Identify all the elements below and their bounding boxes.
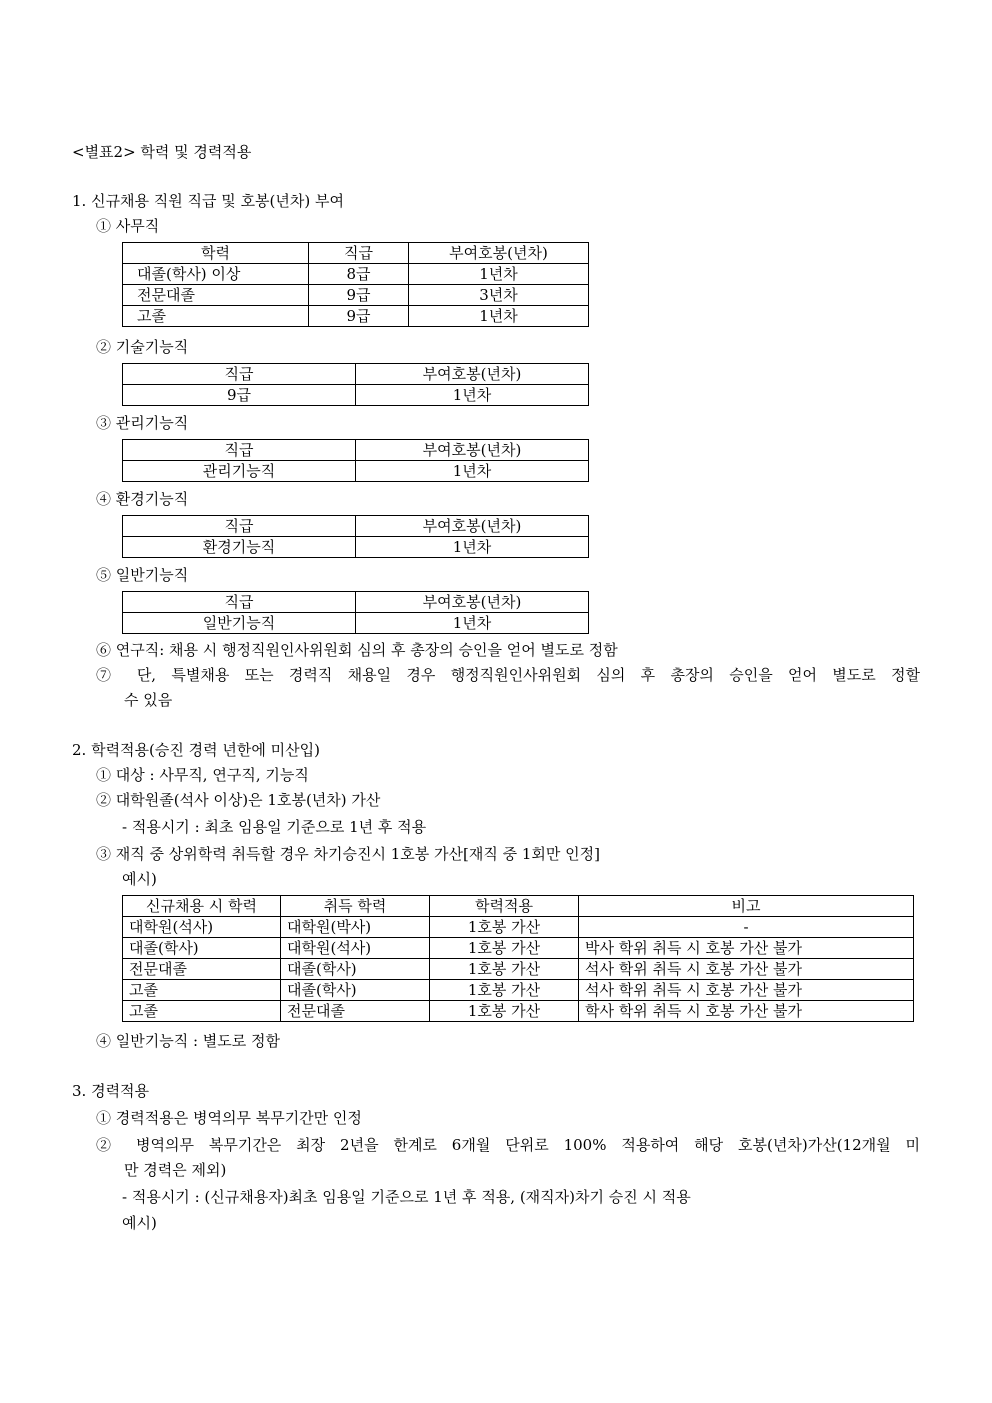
table-row xyxy=(123,1001,914,1022)
special-hire-note: ⑦ 단, 특별채용 또는 경력직 채용일 경우 행정직원인사위원회 심의 후 총장의 승인을 얻어 별도로 정할 xyxy=(96,666,920,684)
table-header-cell: 직급 xyxy=(123,440,356,461)
table-cell: 대졸(학사) xyxy=(281,959,430,980)
table-cell: 9급 xyxy=(309,285,409,306)
tech-job-table xyxy=(122,363,589,406)
table-header-cell: 신규채용 시 학력 xyxy=(123,896,281,917)
table-cell: 대졸(학사) xyxy=(281,980,430,1001)
mgmt-job-table xyxy=(122,439,589,482)
table-cell: 1년차 xyxy=(356,461,589,482)
table-row xyxy=(123,917,914,938)
mgmt-job-label: ③ 관리기능직 xyxy=(96,414,189,432)
table-cell: 고졸 xyxy=(123,306,309,327)
table-cell: 9급 xyxy=(123,385,356,406)
table-row xyxy=(123,980,914,1001)
general-job-label: ⑤ 일반기능직 xyxy=(96,566,189,584)
example-label: 예시) xyxy=(122,870,157,888)
table-header-row xyxy=(123,243,589,264)
in-service-degree-rule: ③ 재직 중 상위학력 취득할 경우 차기승진시 1호봉 가산[재직 중 1회만 인정] xyxy=(96,845,600,863)
table-cell: 1년차 xyxy=(409,306,589,327)
table-cell: 1호봉 가산 xyxy=(430,980,579,1001)
document-title: <별표2> 학력 및 경력적용 xyxy=(72,143,252,161)
office-job-table xyxy=(122,242,589,327)
table-cell: 9급 xyxy=(309,306,409,327)
table-header-cell: 직급 xyxy=(309,243,409,264)
table-cell: 전문대졸 xyxy=(123,959,281,980)
table-row xyxy=(123,285,589,306)
special-hire-note-cont: 수 있음 xyxy=(124,691,173,709)
table-cell: 1호봉 가산 xyxy=(430,959,579,980)
table-row xyxy=(123,385,589,406)
table-header-cell: 취득 학력 xyxy=(281,896,430,917)
table-cell: 대학원(석사) xyxy=(123,917,281,938)
table-row xyxy=(123,306,589,327)
military-service-rule-cont: 만 경력은 제외) xyxy=(124,1161,227,1179)
table-header-cell: 부여호봉(년차) xyxy=(409,243,589,264)
table-cell: 박사 학위 취득 시 호봉 가산 불가 xyxy=(579,938,914,959)
table-header-row xyxy=(123,896,914,917)
table-cell: 고졸 xyxy=(123,980,281,1001)
tech-job-label: ② 기술기능직 xyxy=(96,338,189,356)
military-service-rule: ② 병역의무 복무기간은 최장 2년을 한계로 6개월 단위로 100% 적용하여 해당 호봉(년차)가산(12개월 미 xyxy=(96,1136,920,1154)
table-header-cell: 직급 xyxy=(123,364,356,385)
table-cell: 1호봉 가산 xyxy=(430,938,579,959)
table-header-cell: 부여호봉(년차) xyxy=(356,440,589,461)
env-job-table xyxy=(122,515,589,558)
table-row xyxy=(123,264,589,285)
table-cell: 대졸(학사) xyxy=(123,938,281,959)
table-header-cell: 학력적용 xyxy=(430,896,579,917)
env-job-label: ④ 환경기능직 xyxy=(96,490,189,508)
table-header-cell: 학력 xyxy=(123,243,309,264)
table-cell: 1호봉 가산 xyxy=(430,917,579,938)
career-recognition: ① 경력적용은 병역의무 복무기간만 인정 xyxy=(96,1109,362,1127)
graduate-bonus-timing: - 적용시기 : 최초 임용일 기준으로 1년 후 적용 xyxy=(122,818,427,836)
table-cell: 환경기능직 xyxy=(123,537,356,558)
general-technical-rule: ④ 일반기능직 : 별도로 정함 xyxy=(96,1032,281,1050)
table-header-cell: 부여호봉(년차) xyxy=(356,364,589,385)
table-cell: 대학원(박사) xyxy=(281,917,430,938)
table-row xyxy=(123,938,914,959)
section-2-heading: 2. 학력적용(승진 경력 년한에 미산입) xyxy=(72,741,320,759)
table-header-cell: 직급 xyxy=(123,592,356,613)
education-example-table xyxy=(122,895,914,1022)
research-job-note: ⑥ 연구직: 채용 시 행정직원인사위원회 심의 후 총장의 승인을 얻어 별도로 정함 xyxy=(96,641,618,659)
table-cell: 석사 학위 취득 시 호봉 가산 불가 xyxy=(579,980,914,1001)
table-cell: - xyxy=(579,917,914,938)
table-cell: 석사 학위 취득 시 호봉 가산 불가 xyxy=(579,959,914,980)
table-header-cell: 부여호봉(년차) xyxy=(356,592,589,613)
table-header-row xyxy=(123,592,589,613)
table-cell: 관리기능직 xyxy=(123,461,356,482)
table-cell: 1년차 xyxy=(356,537,589,558)
table-cell: 대학원(석사) xyxy=(281,938,430,959)
table-cell: 학사 학위 취득 시 호봉 가산 불가 xyxy=(579,1001,914,1022)
table-row xyxy=(123,959,914,980)
table-cell: 1년차 xyxy=(356,613,589,634)
table-header-cell: 부여호봉(년차) xyxy=(356,516,589,537)
table-row xyxy=(123,537,589,558)
table-header-row xyxy=(123,364,589,385)
table-cell: 3년차 xyxy=(409,285,589,306)
table-cell: 1년차 xyxy=(356,385,589,406)
table-cell: 전문대졸 xyxy=(281,1001,430,1022)
table-header-cell: 비고 xyxy=(579,896,914,917)
section-1-heading: 1. 신규채용 직원 직급 및 호봉(년차) 부여 xyxy=(72,192,344,210)
table-header-row xyxy=(123,516,589,537)
table-header-row xyxy=(123,440,589,461)
table-cell: 8급 xyxy=(309,264,409,285)
education-target: ① 대상 : 사무직, 연구직, 기능직 xyxy=(96,766,309,784)
military-service-timing: - 적용시기 : (신규채용자)최초 임용일 기준으로 1년 후 적용, (재직자)차기 승진 시 적용 xyxy=(122,1188,691,1206)
section-3-heading: 3. 경력적용 xyxy=(72,1082,150,1100)
table-row xyxy=(123,461,589,482)
graduate-bonus: ② 대학원졸(석사 이상)은 1호봉(년차) 가산 xyxy=(96,791,381,809)
table-cell: 1호봉 가산 xyxy=(430,1001,579,1022)
table-row xyxy=(123,613,589,634)
table-cell: 전문대졸 xyxy=(123,285,309,306)
table-cell: 대졸(학사) 이상 xyxy=(123,264,309,285)
general-job-table xyxy=(122,591,589,634)
example-label: 예시) xyxy=(122,1214,157,1232)
table-cell: 1년차 xyxy=(409,264,589,285)
office-job-label: ① 사무직 xyxy=(96,217,160,235)
table-cell: 일반기능직 xyxy=(123,613,356,634)
table-header-cell: 직급 xyxy=(123,516,356,537)
table-cell: 고졸 xyxy=(123,1001,281,1022)
